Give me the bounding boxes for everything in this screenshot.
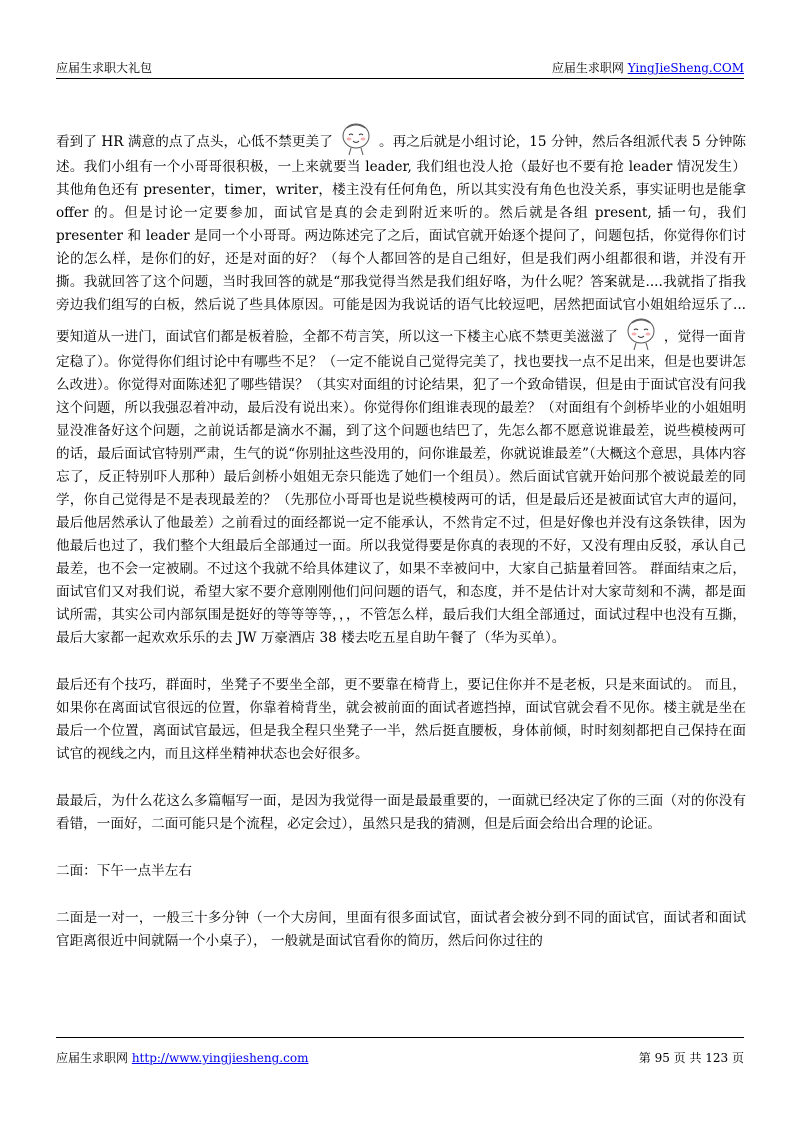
footer-site-link[interactable]: http://www.yingjiesheng.com	[131, 1051, 309, 1065]
page-number: 第 95 页 共 123 页	[638, 1051, 744, 1065]
paragraph-1-part-c: ，觉得一面肯定稳了）。你觉得你们组讨论中有哪些不足？（一定不能说自己觉得完美了，找也要找一点不足出来，但是也要讲怎么改进）。你觉得对面陈述犯了哪些错误？（其实对面组的讨论结果，犯了一个致命错误，但是由于面试官没有问我这个问题，所以我强忍着冲动，最后没有说出来）。你觉得你们组谁表现的最差？（对面组有个剑桥毕业的小姐姐明显没准备好这个问题，之前说话都是滴水不漏，到了这个问题也结巴了，先怎么都不愿意说谁最差，说些模棱两可的话，最后面试官特别严肃，生气的说“你别扯这些没用的，问你谁最差，你就说谁最差”（大概这个意思，具体内容忘了，反正特别吓人那种）最后剑桥小姐姐无奈只能选了她们一个组员）。然后面试官就开始问那个被说最差的同学，你自己觉得是不是表现最差的？（先那位小哥哥也是说些模棱两可的话，但是最后还是被面试官大声的逼问，最后他居然承认了他最差）之前看过的面经都说一定不能承认，不然肯定不过，但是好像也并没有这条铁律，因为他最后也过了，我们整个大组最后全部通过一面。所以我觉得要是你真的表现的不好，又没有理由反驳，承认自己最差，也不会一定被刷。不过这个我就不给具体建议了，如果不幸被问中，大家自己掂量着回答。 群面结束之后，面试官们又对我们说，希望大家不要介意刚刚他们问问题的语气，和态度，并不是估计对大家苛刻和不满，都是面试所需，其实公司内部氛围是挺好的等等等等，，，不管怎么样，最后我们大组全部通过，面试过程中也没有互撕，最后大家都一起欢欢乐乐的去 JW 万豪酒店 38 楼去吃五星自助午餐了（华为买单）。	[56, 329, 747, 646]
footer-site-label: 应届生求职网	[56, 1051, 132, 1065]
paragraph-why-first-round: 最最后，为什么花这么多篇幅写一面，是因为我觉得一面是最最重要的，一面就已经决定了你的三面（对的你没有看错，一面好，二面可能只是个流程，必定会过），虽然只是我的猜测，但是后面会给出合理的论证。	[56, 793, 746, 832]
paragraph-1-part-b: 。再之后就是小组讨论，15 分钟，然后各组派代表 5 分钟陈述。我们小组有一个小哥哥很积极，一上来就要当 leader, 我们组也没人抢（最好也不要有抢 leader 情况发生）其他角色还有 presenter，timer，writer，楼主没有任何角色，所以其实没有角色也没关系，事实证明也是能拿 offer 的。但是讨论一定要参加，面试官是真的会走到附近来听的。然后就是各组 present, 插一句，我们 presenter 和 leader 是同一个小哥哥。两边陈述完了之后，面试官就开始逐个提问了，问题包括，你觉得你们讨论的怎么样，是你们的好，还是对面的好？（每个人都回答的是自己组好，但是我们两小组都很和谐，并没有开撕。我就回答了这个问题，当时我回答的就是“那我觉得当然是我们组好咯，为什么呢？答案就是....我就指了指我旁边我们组写的白板，然后说了些具体原因。可能是因为我说话的语气比较逗吧，居然把面试官小姐姐给逗乐了... 要知道从一进门，面试官们都是板着脸，全都不苟言笑，所以这一下楼主心底不禁更美滋滋了	[56, 134, 746, 345]
document-body	[56, 122, 746, 953]
paragraph-second-round: 二面是一对一，一般三十多分钟（一个大房间，里面有很多面试官，面试者会被分到不同的面试官，面试者和面试官距离很近中间就隔一个小桌子）， 一般就是面试官看你的简历，然后问你过往的	[56, 910, 746, 949]
page-footer	[56, 1037, 744, 1072]
header-site-link[interactable]: YingJieSheng.COM	[627, 61, 744, 75]
smiley-face-icon	[622, 317, 660, 351]
header-site-label: 应届生求职网	[551, 61, 628, 75]
paragraph-sitting-tip: 最后还有个技巧，群面时，坐凳子不要坐全部，更不要靠在椅背上，要记住你并不是老板，只是来面试的。 而且，如果你在离面试官很远的位置，你靠着椅背坐，就会被前面的面试者遮挡掉，面试官就会看不见你。楼主就是坐在最后一个位置，离面试官最远，但是我全程只坐凳子一半，然后挺直腰板，身体前倾，时时刻刻都把自己保持在面试官的视线之内，而且这样坐精神状态也会好很多。	[56, 677, 746, 762]
footer-site	[56, 1049, 308, 1066]
header-site	[552, 59, 744, 76]
paragraph-group-interview	[56, 122, 746, 650]
section-heading-second-round: 二面：下午一点半左右	[56, 863, 192, 879]
paragraph-1-part-a: 看到了 HR 满意的点了点头，心低不禁更美了	[56, 134, 333, 150]
page-header	[56, 56, 744, 79]
smiley-face-icon	[337, 122, 375, 156]
header-title: 应届生求职大礼包	[56, 61, 153, 75]
